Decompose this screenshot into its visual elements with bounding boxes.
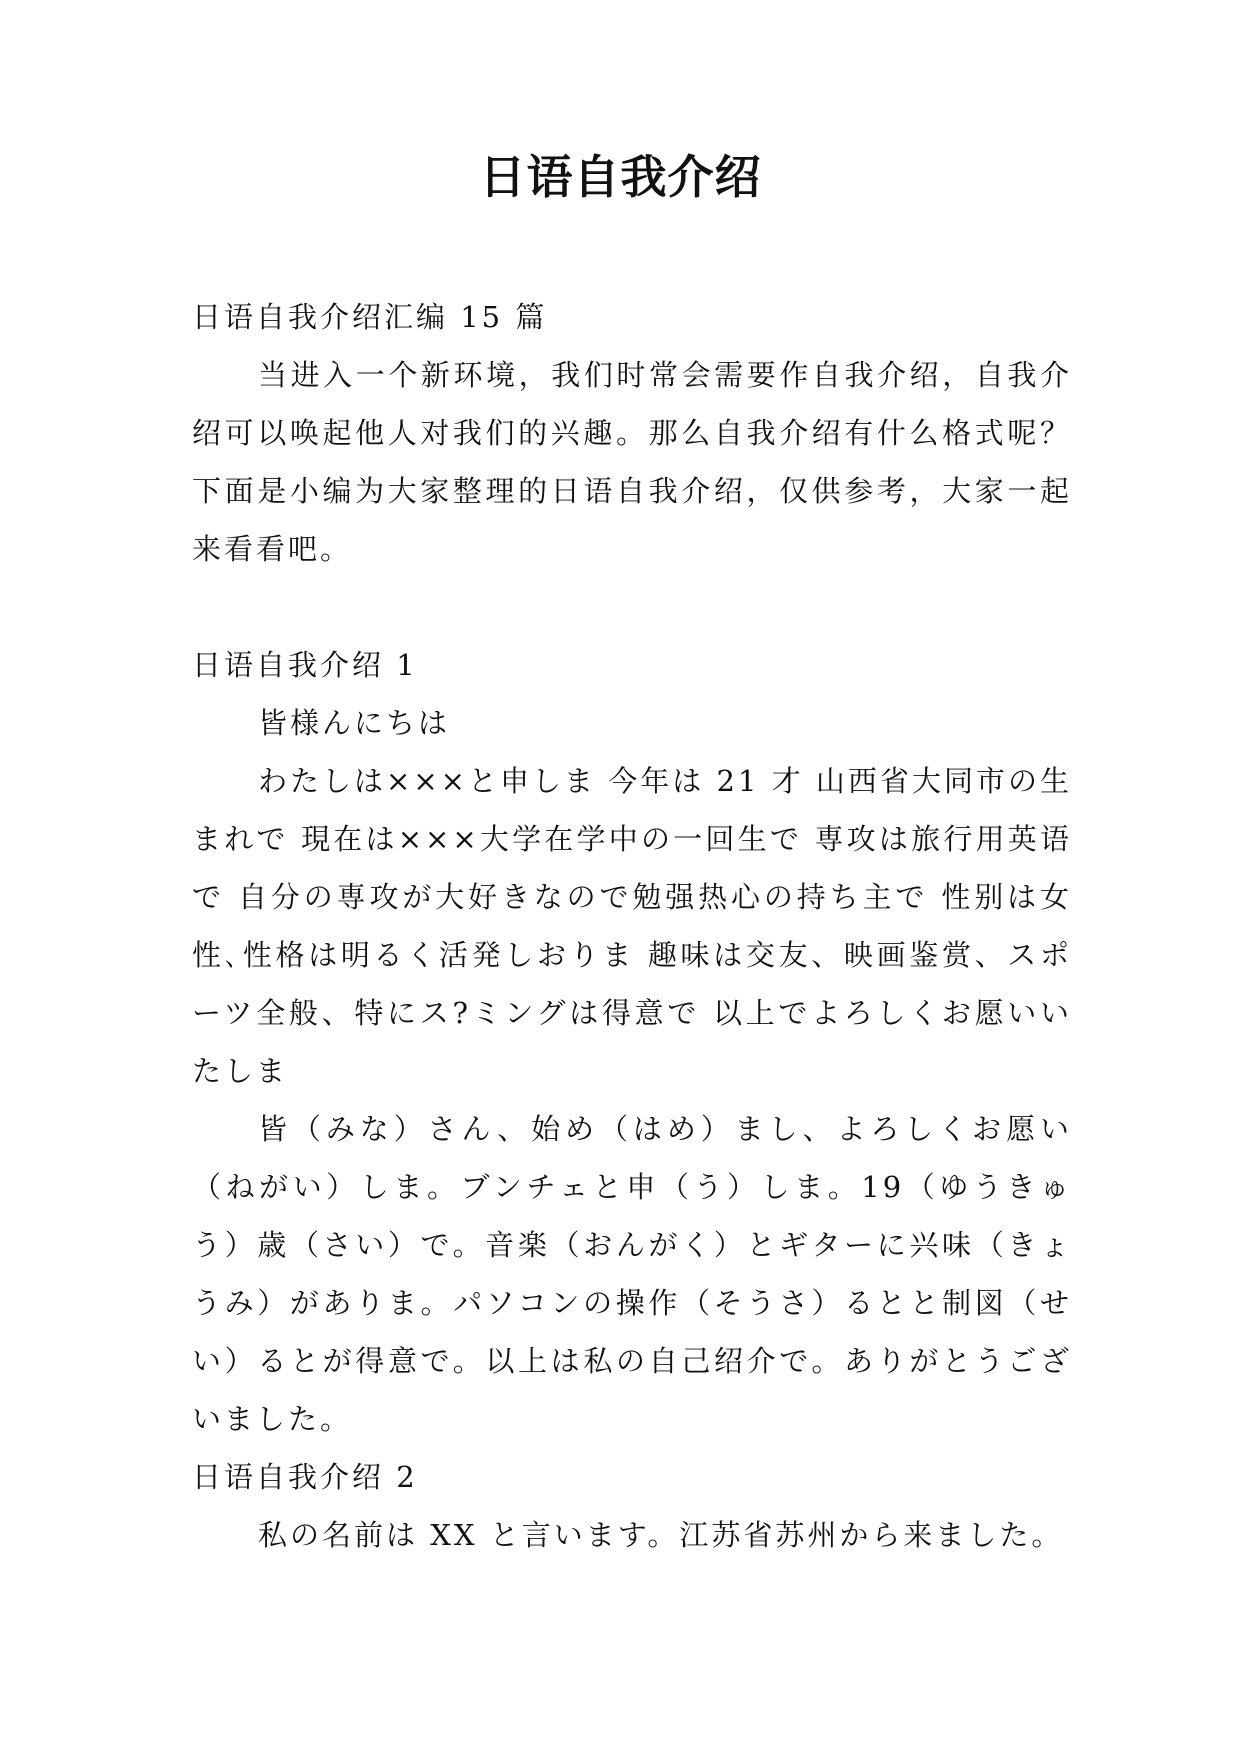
section-heading-2: 日语自我介绍 2 [192,1460,418,1494]
document-subtitle: 日语自我介绍汇编 15 篇 [192,300,548,334]
section-1-paragraph-1: 皆様んにちは [258,706,451,740]
section-heading-1: 日语自我介绍 1 [192,648,418,682]
section-spacer [192,578,1072,636]
section-2-paragraph-1: 私の名前は XX と言います。江苏省苏州から来ました。 [258,1518,1064,1552]
document-body [192,288,1072,1564]
intro-paragraph: 当进入一个新环境，我们时常会需要作自我介绍，自我介绍可以唤起他人对我们的兴趣。那么自我介绍有什么格式呢？下面是小编为大家整理的日语自我介绍，仅供参考，大家一起来看看吧。 [192,358,1072,566]
section-1-paragraph-3: 皆（みな）さん、始め（はめ）まし、よろしくお愿い（ねがい）しま。ブンチェと申（う）しま。19（ゆうきゅう）歳（さい）で。音楽（おんがく）とギターに兴味（きょうみ）がありま。パソコンの操作（そうさ）るとと制図（せい）るとが得意で。以上は私の自己绍介で。ありがとうございました。 [192,1112,1072,1436]
section-1-paragraph-2: わたしは×××と申しま 今年は 21 才 山西省大同市の生まれで 現在は×××大学在学中の一回生で 専攻は旅行用英语で 自分の専攻が大好きなので勉强热心の持ち主で 性别は女性､性格は明るく活発しおりま 趣味は交友、映画鉴赏、スポーツ全般、特にス?ミングは得意で 以上でよろしくお愿いいたしま [192,764,1072,1088]
document-title: 日语自我介绍 [479,150,762,204]
